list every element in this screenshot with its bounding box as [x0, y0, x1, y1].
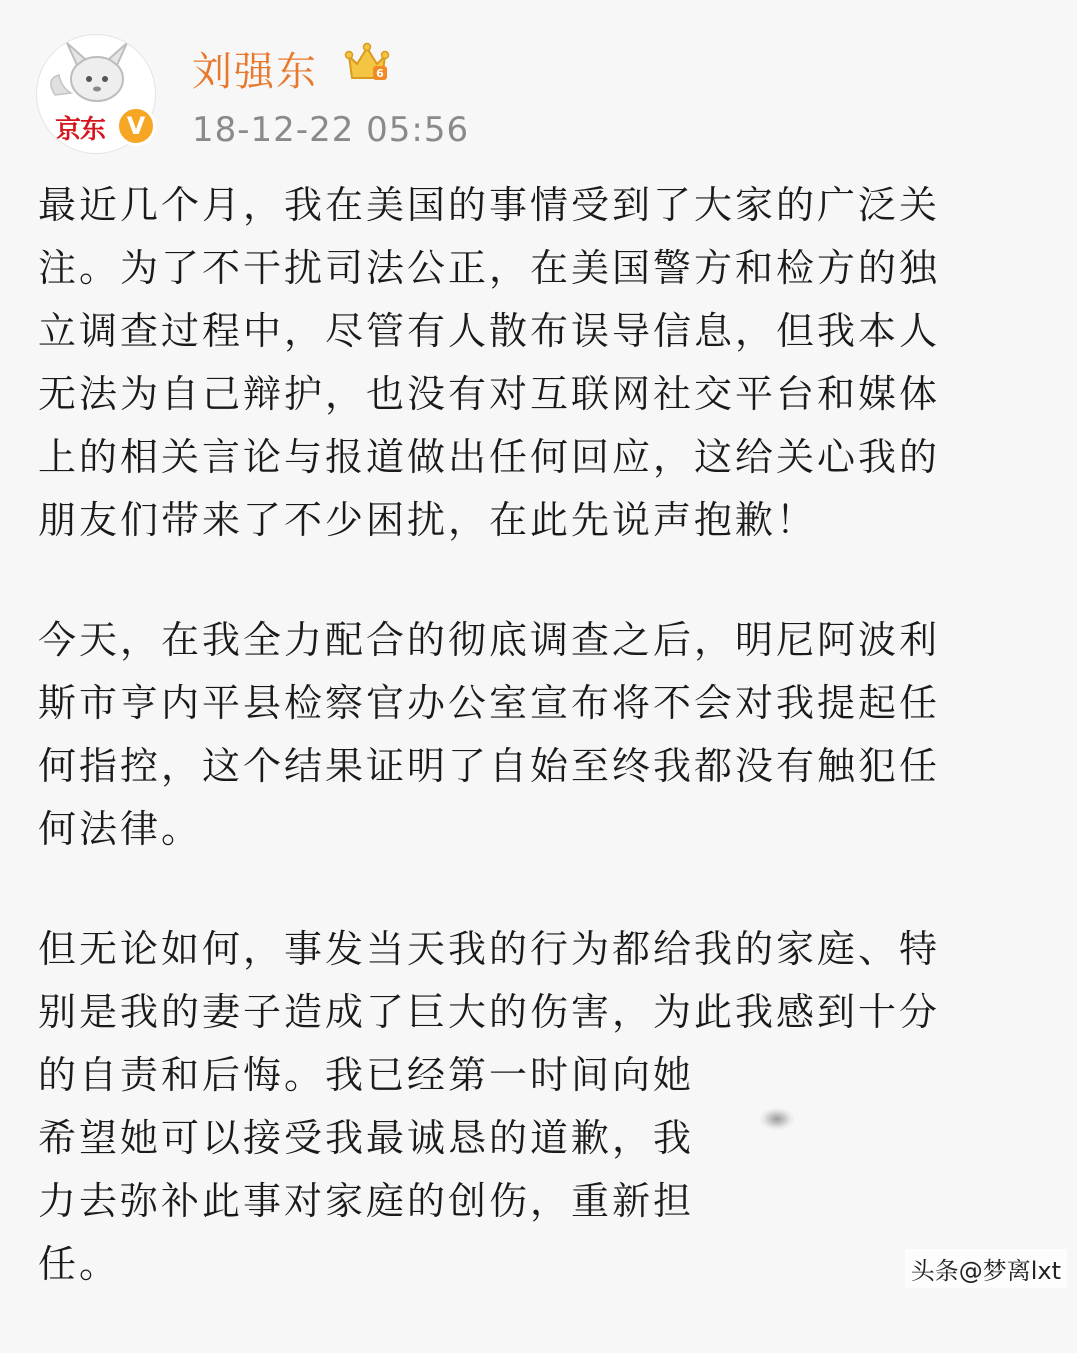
post-header — [36, 28, 1036, 158]
text-line: 无法为自己辩护，也没有对互联网社交平台和媒体 — [38, 372, 941, 416]
watermark: 头条@梦离lxt — [905, 1249, 1067, 1288]
text-line: 注。为了不干扰司法公正，在美国警方和检方的独 — [38, 246, 941, 290]
text-line: 任。 — [38, 1242, 121, 1286]
text-line: 何法律。 — [38, 807, 203, 851]
text-line: 别是我的妻子造成了巨大的伤害，为此我感到十分 — [38, 990, 941, 1034]
paragraph-1 — [38, 174, 1038, 552]
image-smudge — [760, 1108, 794, 1130]
text-line: 上的相关言论与报道做出任何回应，这给关心我的 — [38, 435, 941, 479]
text-line: 最近几个月，我在美国的事情受到了大家的广泛关 — [38, 183, 941, 227]
svg-text:6: 6 — [376, 67, 384, 80]
paragraph-2 — [38, 609, 1038, 861]
verified-badge-icon: V — [116, 106, 156, 146]
text-line: 但无论如何，事发当天我的行为都给我的家庭、特 — [38, 927, 941, 971]
post-timestamp: 18-12-22 05:56 — [192, 110, 470, 150]
text-line: 何指控，这个结果证明了自始至终我都没有触犯任 — [38, 744, 941, 788]
author-name[interactable]: 刘强东 — [192, 49, 318, 95]
post-body — [38, 174, 1038, 1353]
crown-icon — [344, 42, 390, 86]
text-line: 希望她可以接受我最诚恳的道歉，我 — [38, 1116, 695, 1160]
text-line: 立调查过程中，尽管有人散布误导信息，但我本人 — [38, 309, 941, 353]
paragraph-3 — [38, 918, 1038, 1296]
text-line: 斯市亨内平县检察官办公室宣布将不会对我提起任 — [38, 681, 941, 725]
avatar-brand-text: 京东 — [55, 115, 106, 145]
text-line: 朋友们带来了不少困扰，在此先说声抱歉！ — [38, 498, 818, 542]
text-line: 力去弥补此事对家庭的创伤，重新担 — [38, 1179, 695, 1223]
text-line: 的自责和后悔。我已经第一时间向她 — [38, 1053, 695, 1097]
text-line: 今天，在我全力配合的彻底调查之后，明尼阿波利 — [38, 618, 941, 662]
